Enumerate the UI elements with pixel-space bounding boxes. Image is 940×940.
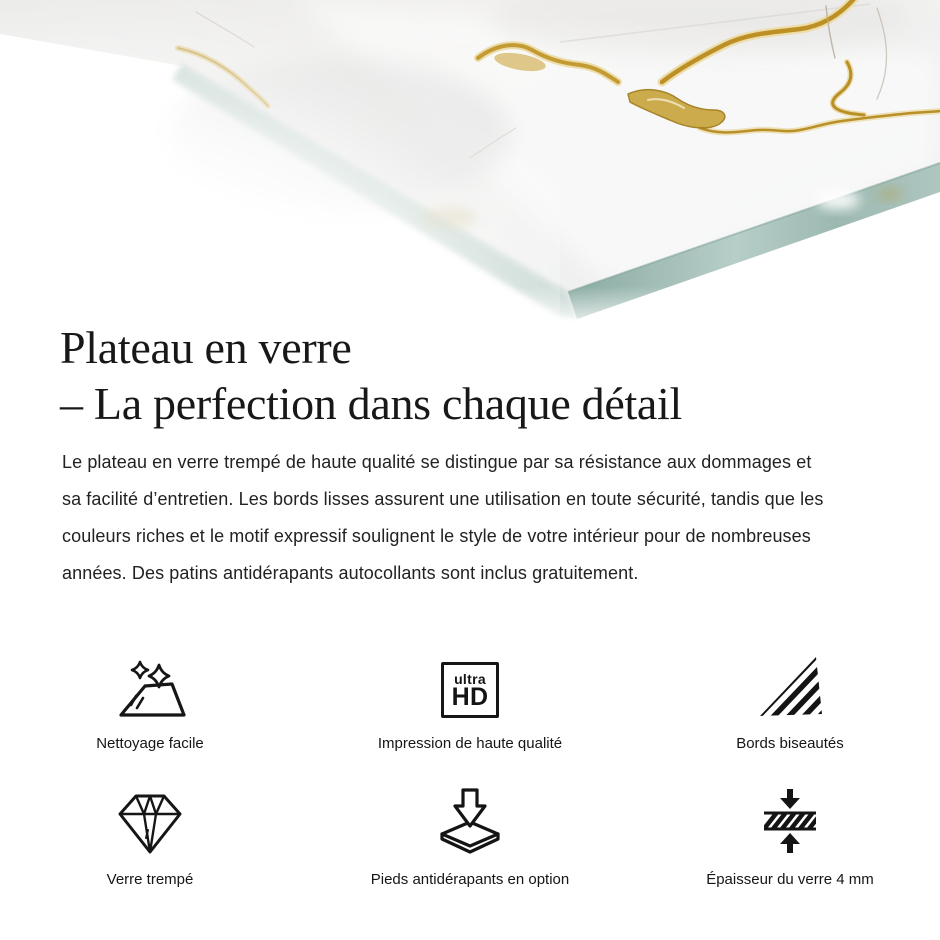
sparkle-clean-icon — [102, 648, 198, 720]
feature-item — [640, 648, 940, 754]
feature-item — [320, 648, 620, 754]
anti-slip-pads-icon — [422, 784, 518, 856]
feature-label: Verre trempé — [106, 871, 194, 888]
glass-edge-gold-glint — [878, 188, 902, 200]
page-title — [60, 320, 682, 432]
beveled-edges-icon — [742, 648, 838, 720]
feature-item — [640, 784, 940, 890]
page-title-line1: Plateau en verre — [60, 322, 352, 373]
feature-label: Impression de haute qualité — [377, 735, 563, 752]
feature-item — [0, 784, 300, 890]
feature-label: Pieds antidérapants en option — [370, 871, 570, 888]
feature-label: Bords biseautés — [736, 735, 844, 752]
product-description — [62, 444, 902, 592]
glass-top-photo-illustration — [0, 0, 940, 332]
description-line: Le plateau en verre trempé de haute qualité se distingue par sa résistance aux dommages et — [62, 452, 812, 472]
diamond-icon — [102, 784, 198, 856]
feature-label: Épaisseur du verre 4 mm — [706, 871, 874, 888]
hero-image — [0, 0, 940, 332]
page-title-line2: – La perfection dans chaque détail — [60, 378, 683, 429]
description-line: sa facilité d’entretien. Les bords lisses assurent une utilisation en toute sécurité, tandis que les — [62, 489, 824, 509]
feature-grid — [0, 648, 940, 890]
fade-left — [0, 0, 560, 332]
feature-item — [0, 648, 300, 754]
ultra-hd-icon-text-bottom: HD — [451, 682, 489, 711]
feature-label: Nettoyage facile — [96, 735, 204, 752]
description-line: couleurs riches et le motif expressif soulignent le style de votre intérieur pour de nombreuses — [62, 526, 811, 546]
glass-thickness-icon — [742, 784, 838, 856]
description-line: années. Des patins antidérapants autocollants sont inclus gratuitement. — [62, 563, 639, 583]
ultra-hd-icon-text-top: ultra — [454, 670, 486, 687]
ultra-hd-icon — [422, 648, 518, 720]
feature-item — [320, 784, 620, 890]
glass-edge-glint — [816, 191, 860, 209]
